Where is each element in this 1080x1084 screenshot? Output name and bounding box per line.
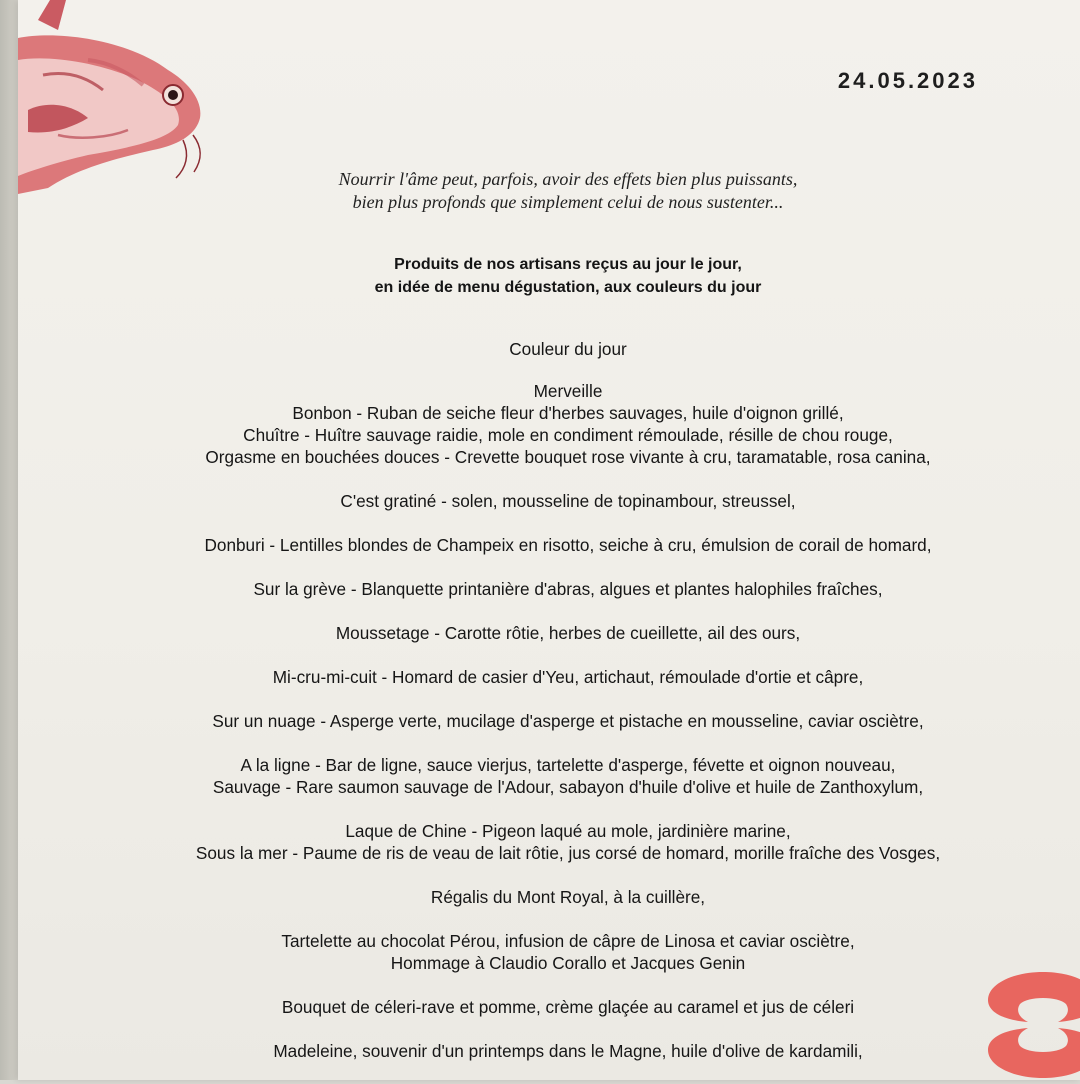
menu-course	[58, 930, 1078, 974]
menu-course	[58, 380, 1078, 468]
menu-course	[58, 666, 1078, 688]
menu-heading	[58, 338, 1078, 360]
course-line: Bonbon - Ruban de seiche fleur d'herbes sauvages, huile d'oignon grillé,	[292, 403, 844, 423]
menu-course	[58, 534, 1078, 556]
menu-course	[58, 754, 1078, 798]
course-line: C'est gratiné - solen, mousseline de topinambour, streussel,	[340, 491, 796, 511]
course-line: Madeleine, souvenir d'un printemps dans le Magne, huile d'olive de kardamili,	[273, 1041, 863, 1061]
quote-line: bien plus profonds que simplement celui de nous sustenter...	[352, 192, 784, 212]
menu-course	[58, 578, 1078, 600]
coral-logo-icon	[988, 970, 1080, 1080]
course-line: Sous la mer - Paume de ris de veau de lait rôtie, jus corsé de homard, morille fraîche des Vosges,	[195, 843, 941, 863]
course-line: Donburi - Lentilles blondes de Champeix en risotto, seiche à cru, émulsion de corail de homard,	[204, 535, 932, 555]
menu-course	[58, 1040, 1078, 1062]
menu-course	[58, 622, 1078, 644]
menu-course	[58, 886, 1078, 908]
course-line: Bouquet de céleri-rave et pomme, crème glaçée au caramel et jus de céleri	[281, 997, 855, 1017]
menu-card	[18, 0, 1080, 1080]
intro-line: en idée de menu dégustation, aux couleurs du jour	[374, 279, 762, 296]
course-line: Régalis du Mont Royal, à la cuillère,	[430, 887, 706, 907]
course-line: A la ligne - Bar de ligne, sauce vierjus, tartelette d'asperge, févette et oignon nouveau,	[240, 755, 896, 775]
course-line: Mi-cru-mi-cuit - Homard de casier d'Yeu, artichaut, rémoulade d'ortie et câpre,	[272, 667, 864, 687]
course-line: Chuître - Huître sauvage raidie, mole en condiment rémoulade, résille de chou rouge,	[243, 425, 893, 445]
course-line: Tartelette au chocolat Pérou, infusion de câpre de Linosa et caviar osciètre,	[281, 931, 855, 951]
course-line: Laque de Chine - Pigeon laqué au mole, jardinière marine,	[345, 821, 791, 841]
tasting-menu	[58, 338, 1078, 1084]
course-line: Moussetage - Carotte rôtie, herbes de cueillette, ail des ours,	[335, 623, 801, 643]
menu-heading-text: Couleur du jour	[509, 339, 627, 359]
course-line: Merveille	[533, 381, 603, 401]
course-line: Sur un nuage - Asperge verte, mucilage d'asperge et pistache en mousseline, caviar osciètre,	[212, 711, 924, 731]
course-list	[58, 380, 1078, 1062]
menu-course	[58, 996, 1078, 1018]
course-line: Orgasme en bouchées douces - Crevette bouquet rose vivante à cru, taramatable, rosa canina,	[205, 447, 931, 467]
menu-intro	[218, 253, 918, 299]
red-mullet-fish-icon	[18, 0, 218, 200]
menu-date: 24.05.2023	[837, 68, 978, 93]
menu-course	[58, 820, 1078, 864]
menu-course	[58, 490, 1078, 512]
epigraph-quote	[218, 168, 918, 214]
course-line: Sur la grève - Blanquette printanière d'abras, algues et plantes halophiles fraîches,	[253, 579, 883, 599]
course-line: Sauvage - Rare saumon sauvage de l'Adour, sabayon d'huile d'olive et huile de Zanthoxylum,	[212, 777, 924, 797]
quote-line: Nourrir l'âme peut, parfois, avoir des effets bien plus puissants,	[338, 169, 798, 189]
menu-course	[58, 710, 1078, 732]
course-line: Hommage à Claudio Corallo et Jacques Genin	[390, 953, 746, 973]
intro-line: Produits de nos artisans reçus au jour le jour,	[394, 256, 742, 273]
